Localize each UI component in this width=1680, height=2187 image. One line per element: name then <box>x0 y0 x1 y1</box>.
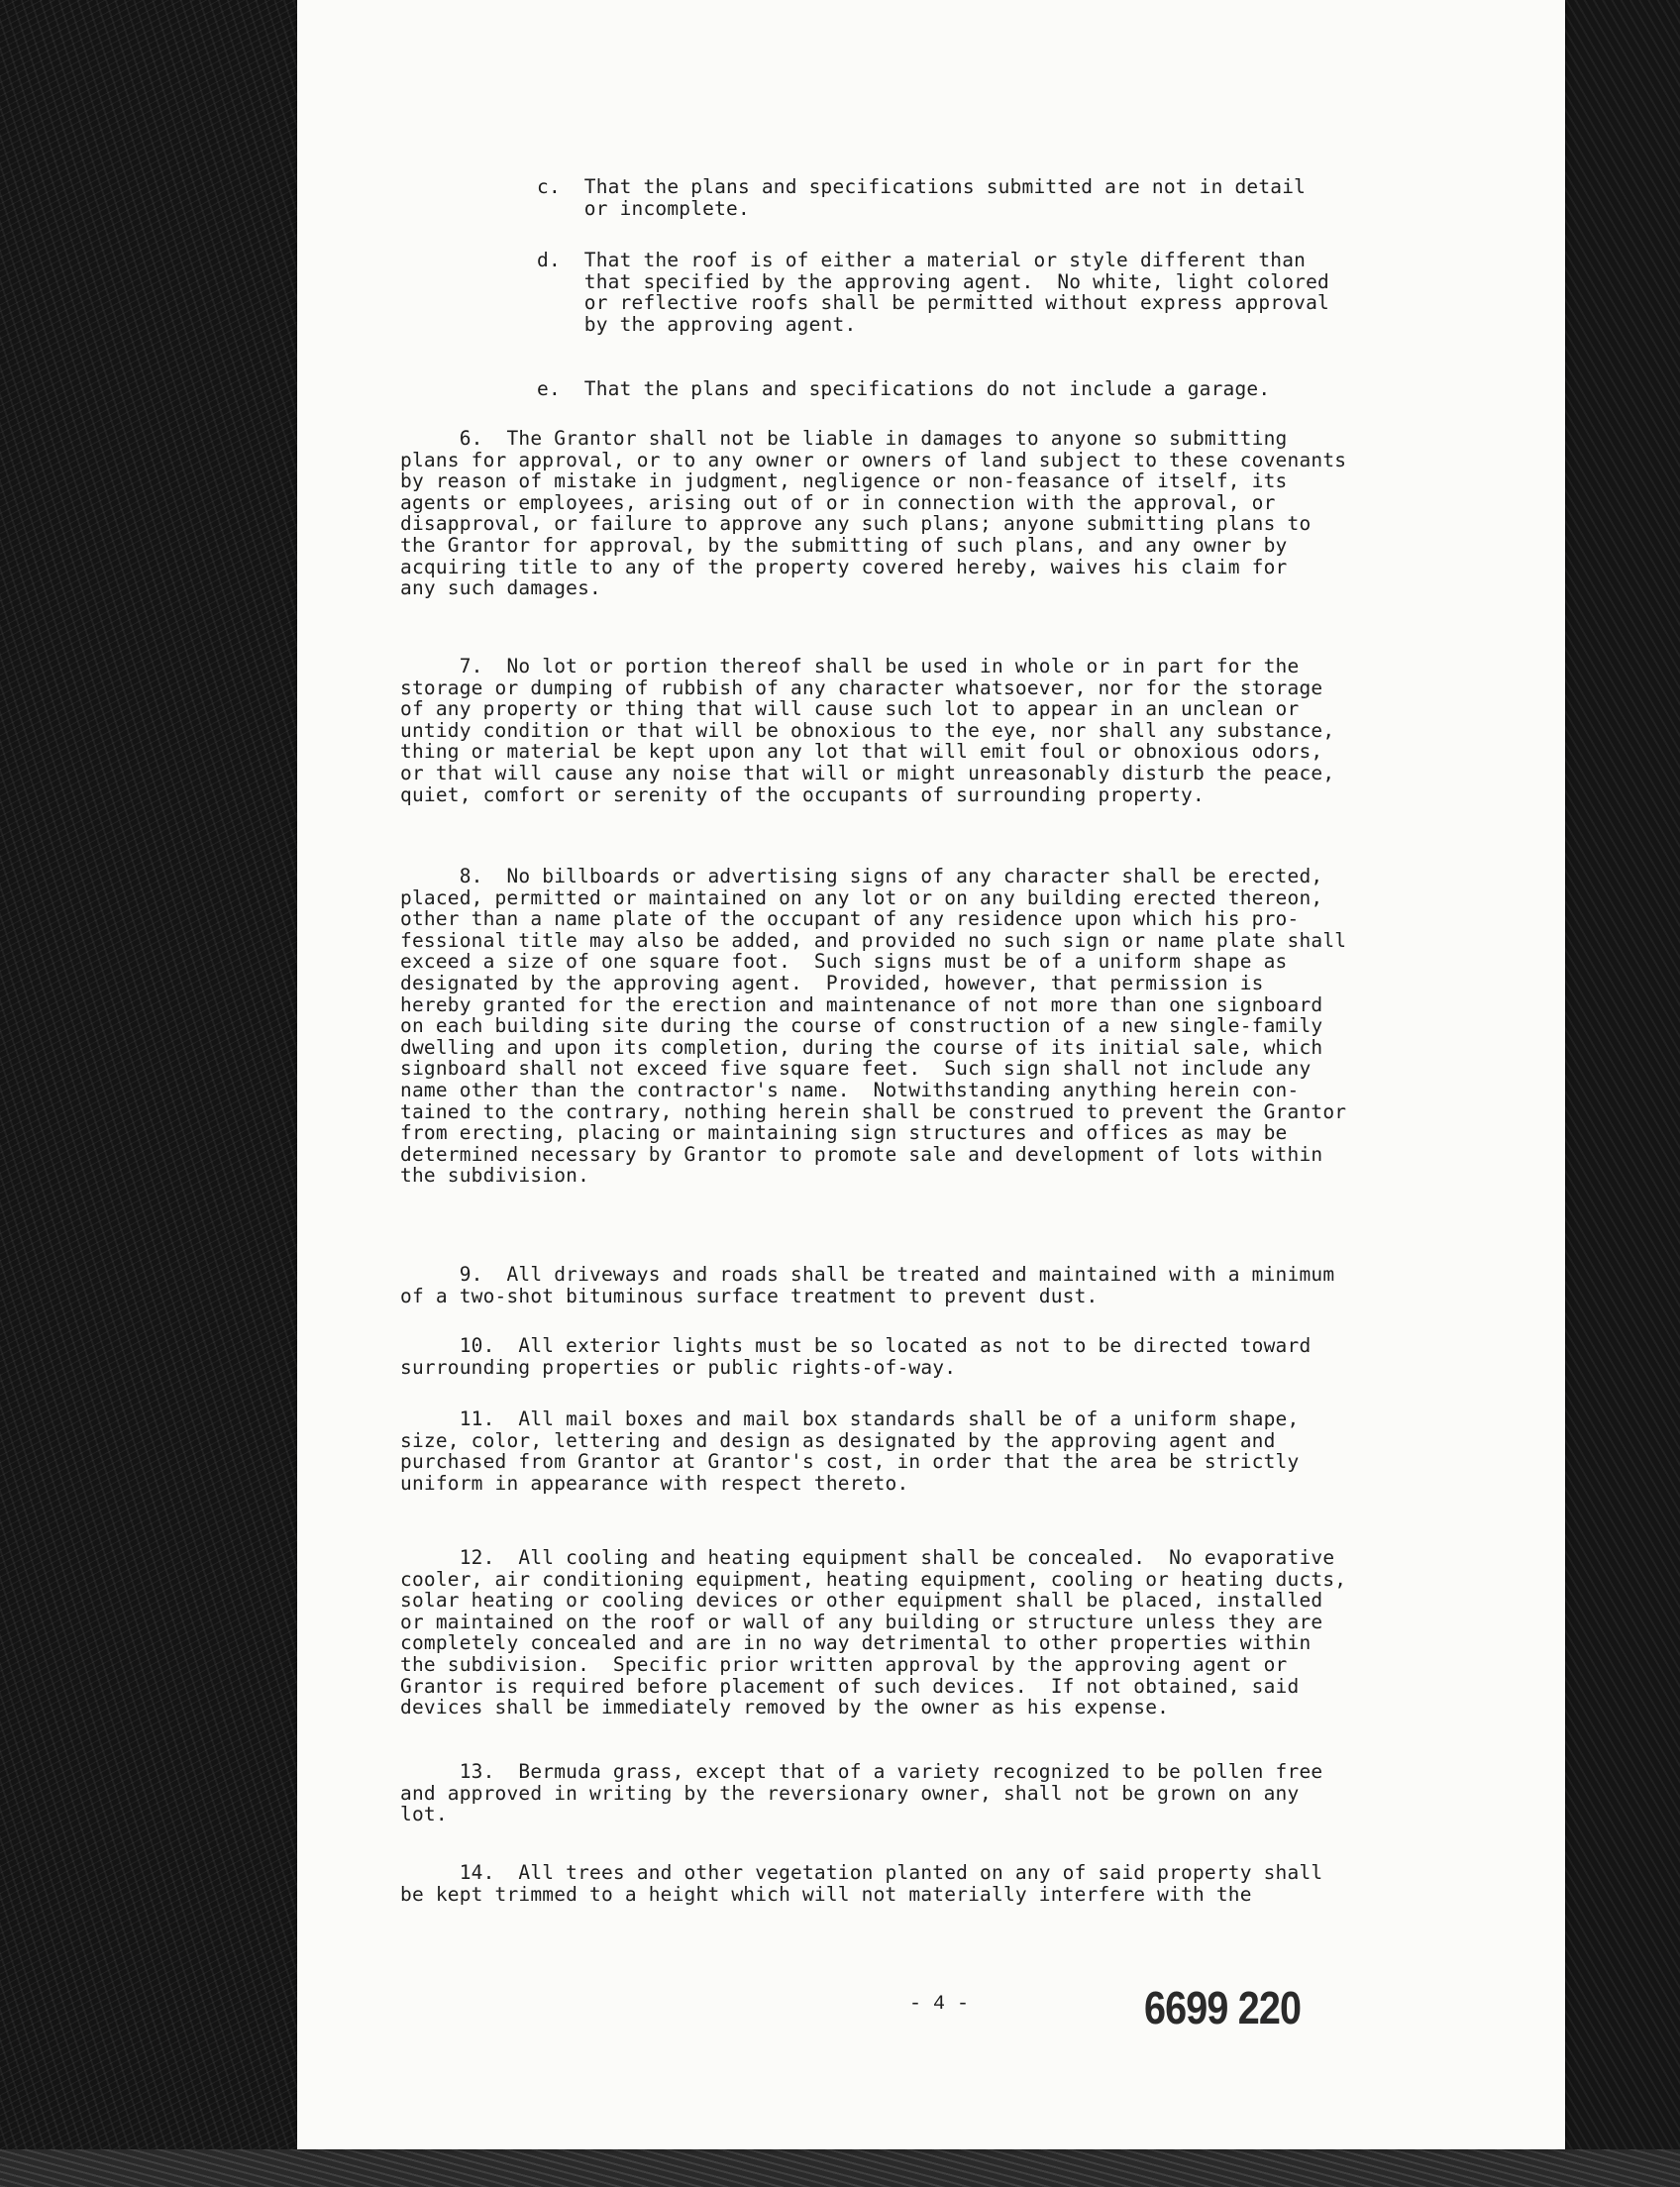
paragraph-12: 12. All cooling and heating equipment shall be concealed. No evaporative cooler, air conditioning equipment, heating equipment, cooling or heating ducts, solar heating or cooling devices or other equipment shall be placed, installed or maintained on the roof or wall of any building or structure unless they are completely concealed and are in no way detrimental to other properties within the subdivision. Specific prior written approval by the approving agent or Grantor is required before placement of such devices. If not obtained, said devices shall be immediately removed by the owner as his expense. <box>400 1546 1347 1719</box>
paragraph-11: 11. All mail boxes and mail box standards shall be of a uniform shape, size, color, lettering and design as designated by the approving agent and purchased from Grantor at Grantor's cost, in order that the area be strictly uniform in appearance with respect thereto. <box>400 1407 1300 1495</box>
scan-edge-right <box>1565 0 1680 2187</box>
scan-edge-left <box>0 0 297 2187</box>
paragraph-13: 13. Bermuda grass, except that of a variety recognized to be pollen free and approved in writing by the reversionary owner, shall not be grown on any lot. <box>400 1760 1323 1826</box>
clause-e: e. That the plans and specifications do not include a garage. <box>537 377 1271 400</box>
paragraph-7: 7. No lot or portion thereof shall be used in whole or in part for the storage or dumping of rubbish of any character whatsoever, nor for the storage of any property or thing that will cause such lot to appear in an unclean or untidy condition or that will be obnoxious to the eye, nor shall any substance, thing or material be kept upon any lot that will emit foul or obnoxious odors, or that will cause any noise that will or might unreasonably disturb the peace, quiet, comfort or serenity of the occupants of surrounding property. <box>400 655 1335 806</box>
paragraph-8: 8. No billboards or advertising signs of any character shall be erected, placed, permitted or maintained on any lot or on any building erected thereon, other than a name plate of the occupant of any residence upon which his pro- fessional title may also be added, and provided no such sign or name plate shall exceed a size of one square foot. Such signs must be of a uniform shape as designated by the approving agent. Provided, however, that permission is hereby granted for the erection and maintenance of not more than one signboard on each building site during the course of construction of a new single-family dwelling and upon its completion, during the course of its initial sale, which signboard shall not exceed five square feet. Such sign shall not include any name other than the contractor's name. Notwithstanding anything herein con- tained to the contrary, nothing herein shall be construed to prevent the Grantor from erecting, placing or maintaining sign structures and offices as may be determined necessary by Grantor to promote sale and development of lots within the subdivision. <box>400 865 1347 1188</box>
document-stamp: 6699 220 <box>1144 1982 1302 2033</box>
paragraph-9: 9. All driveways and roads shall be treated and maintained with a minimum of a two-shot bituminous surface treatment to prevent dust. <box>400 1263 1335 1307</box>
paragraph-14: 14. All trees and other vegetation planted on any of said property shall be kept trimmed to a height which will not materially interfere with the <box>400 1861 1323 1906</box>
clause-c: c. That the plans and specifications submitted are not in detail or incomplete. <box>537 175 1307 220</box>
clause-d: d. That the roof is of either a material or style different than that specified by the approving agent. No white, light colored or reflective roofs shall be permitted without express approval by the approving agent. <box>537 249 1329 336</box>
paragraph-6: 6. The Grantor shall not be liable in damages to anyone so submitting plans for approval, or to any owner or owners of land subject to these covenants by reason of mistake in judgment, negligence or non-feasance of itself, its agents or employees, arising out of or in connection with the approval, or disapproval, or failure to approve any such plans; anyone submitting plans to the Grantor for approval, by the submitting of such plans, and any owner by acquiring title to any of the property covered hereby, waives his claim for any such damages. <box>400 427 1347 600</box>
page-number: - 4 - <box>909 1993 970 2016</box>
paragraph-10: 10. All exterior lights must be so located as not to be directed toward surrounding properties or public rights-of-way. <box>400 1334 1312 1379</box>
document-page <box>297 0 1565 2149</box>
scan-edge-bottom <box>0 2149 1680 2187</box>
